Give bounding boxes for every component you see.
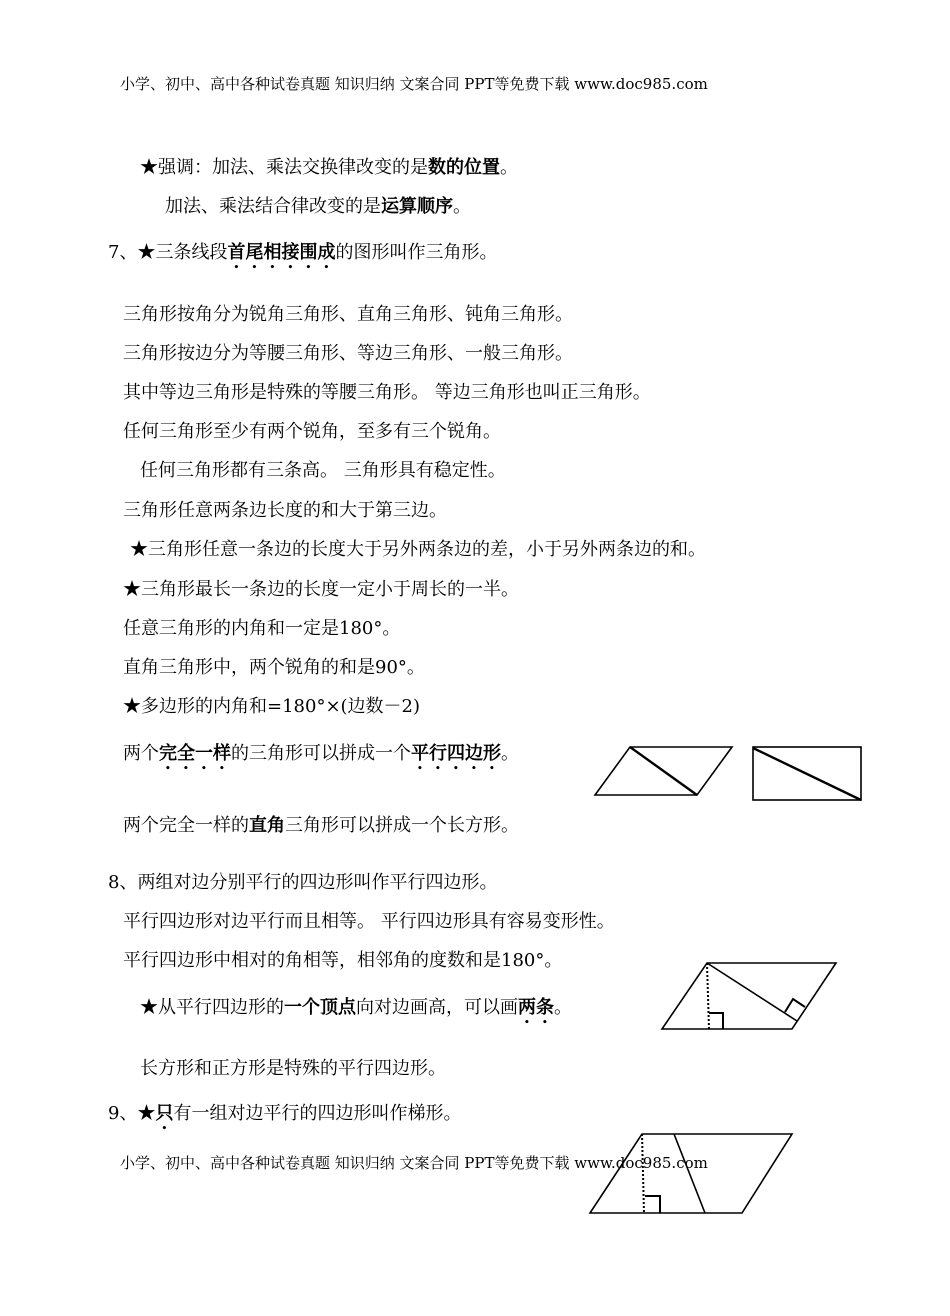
text: 三角形可以拼成一个长方形。 bbox=[285, 815, 519, 836]
s7-line: 其中等边三角形是特殊的等腰三角形。 等边三角形也叫正三角形。 bbox=[123, 382, 651, 403]
bold-text: 两条 bbox=[518, 997, 554, 1018]
text: 。 bbox=[554, 997, 572, 1018]
text: 。 bbox=[501, 743, 519, 764]
text: 加法、乘法结合律改变的是 bbox=[165, 196, 381, 217]
s8-line: 平行四边形中相对的角相等，相邻角的度数和是180°。 bbox=[123, 950, 563, 971]
s8-line: 平行四边形对边平行而且相等。 平行四边形具有容易变形性。 bbox=[123, 911, 615, 932]
rectangle-from-right-triangles-figure bbox=[753, 747, 861, 800]
s7-line: ★三角形最长一条边的长度一定小于周长的一半。 bbox=[123, 579, 519, 600]
s7-line: ★三角形任意一条边的长度大于另外两条边的差，小于另外两条边的和。 bbox=[130, 539, 706, 560]
page-footer: 小学、初中、高中各种试卷真题 知识归纳 文案合同 PPT等免费下载 www.doc985.com bbox=[120, 1154, 708, 1172]
page-header: 小学、初中、高中各种试卷真题 知识归纳 文案合同 PPT等免费下载 www.doc985.com bbox=[120, 75, 708, 93]
text: 的图形叫作三角形。 bbox=[335, 242, 498, 263]
bold-text: 平行四边形 bbox=[411, 743, 501, 764]
bold-text: 运算顺序 bbox=[381, 196, 453, 217]
s7-line: 三角形按角分为锐角三角形、直角三角形、钝角三角形。 bbox=[123, 304, 573, 325]
bold-text: 直角 bbox=[249, 815, 285, 836]
text: 9、★ bbox=[108, 1103, 156, 1124]
s7-line: 任何三角形至少有两个锐角，至多有三个锐角。 bbox=[123, 421, 501, 442]
bold-text: 首尾相接围成 bbox=[227, 242, 336, 263]
parallelogram-heights-figure bbox=[662, 963, 836, 1029]
s7-line: 三角形按边分为等腰三角形、等边三角形、一般三角形。 bbox=[123, 343, 573, 364]
bold-text: 一个顶点 bbox=[284, 997, 356, 1018]
s7-line: ★多边形的内角和=180°×(边数－2) bbox=[123, 696, 421, 717]
section-7-title bbox=[108, 241, 497, 273]
s7-combine-2 bbox=[123, 814, 519, 838]
s7-line: 任意三角形的内角和一定是180°。 bbox=[123, 618, 401, 639]
section-9-title bbox=[108, 1102, 461, 1134]
text: 。 bbox=[500, 157, 518, 178]
text: ★从平行四边形的 bbox=[140, 997, 284, 1018]
text: 有一组对边平行的四边形叫作梯形。 bbox=[173, 1103, 462, 1124]
emphasis-line-2 bbox=[165, 195, 471, 219]
s8-line: 长方形和正方形是特殊的平行四边形。 bbox=[140, 1058, 446, 1079]
text: 。 bbox=[453, 196, 471, 217]
s7-combine-1 bbox=[123, 742, 519, 774]
text: 7、★三条线段 bbox=[108, 242, 228, 263]
bold-text: 完全一样 bbox=[159, 743, 231, 764]
s7-line: 三角形任意两条边长度的和大于第三边。 bbox=[123, 500, 447, 521]
text: 向对边画高，可以画 bbox=[356, 997, 518, 1018]
s8-line bbox=[140, 996, 572, 1028]
s7-line: 直角三角形中，两个锐角的和是90°。 bbox=[123, 657, 425, 678]
text: 两个完全一样的 bbox=[123, 815, 249, 836]
emphasis-line-1 bbox=[140, 156, 518, 180]
parallelogram-shape bbox=[662, 963, 836, 1029]
bold-text: 只 bbox=[155, 1103, 174, 1124]
text: ★强调：加法、乘法交换律改变的是 bbox=[140, 157, 428, 178]
section-8-title: 8、两组对边分别平行的四边形叫作平行四边形。 bbox=[108, 872, 498, 893]
text: 的三角形可以拼成一个 bbox=[231, 743, 411, 764]
text: 两个 bbox=[123, 743, 159, 764]
bold-text: 数的位置 bbox=[428, 157, 500, 178]
s7-line: 任何三角形都有三条高。 三角形具有稳定性。 bbox=[140, 460, 506, 481]
parallelogram-from-triangles-figure bbox=[595, 747, 732, 795]
